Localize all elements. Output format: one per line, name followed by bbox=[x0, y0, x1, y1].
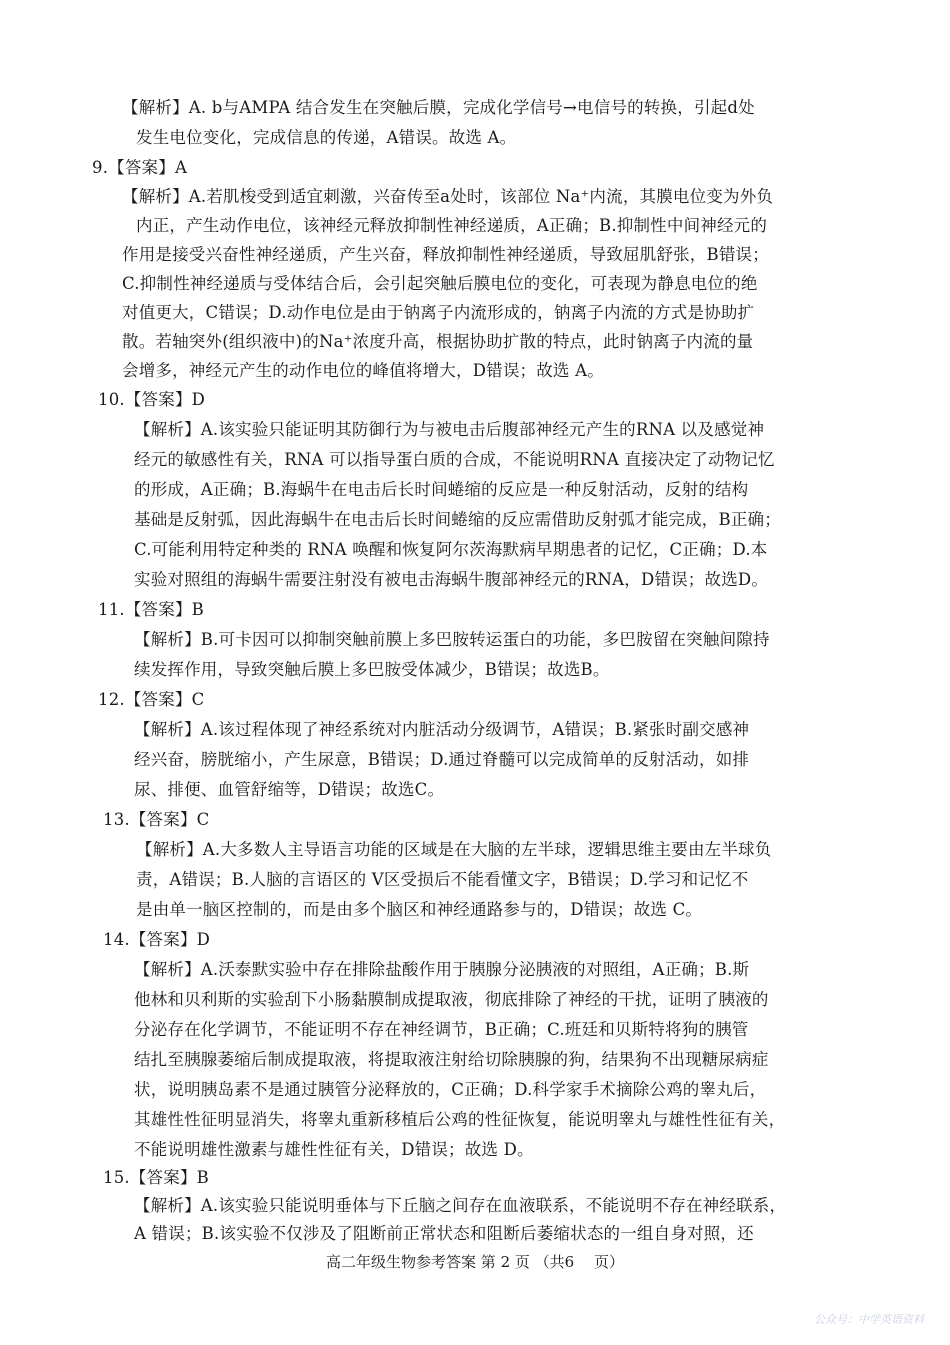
q10-answer: 10.【答案】D bbox=[98, 390, 206, 409]
q14-analysis-line-3: 分泌存在化学调节，不能证明不存在神经调节，B正确；C.班廷和贝斯特将狗的胰管 bbox=[134, 1020, 749, 1039]
q14-analysis-line-5: 状，说明胰岛素不是通过胰管分泌释放的，C正确；D.科学家手术摘除公鸡的睾丸后， bbox=[134, 1080, 767, 1099]
q14-analysis-line-1: 【解析】A.沃泰默实验中存在排除盐酸作用于胰腺分泌胰液的对照组，A正确；B.斯 bbox=[134, 960, 750, 979]
q9-analysis-line-4: C.抑制性神经递质与受体结合后，会引起突触后膜电位的变化，可表现为静息电位的绝 bbox=[122, 274, 758, 293]
q11-answer: 11.【答案】B bbox=[98, 600, 204, 619]
q9-analysis-line-6: 散。若轴突外(组织液中)的Na⁺浓度升高，根据协助扩散的特点，此时钠离子内流的量 bbox=[122, 332, 754, 351]
q14-analysis-line-7: 不能说明雄性激素与雄性性征有关，D错误；故选 D。 bbox=[134, 1140, 534, 1159]
q13-answer: 13.【答案】C bbox=[103, 810, 210, 829]
q9-analysis-line-3: 作用是接受兴奋性神经递质，产生兴奋，释放抑制性神经递质，导致屈肌舒张，B错误； bbox=[122, 245, 769, 264]
q10-analysis-line-2: 经元的敏感性有关，RNA 可以指导蛋白质的合成，不能说明RNA 直接决定了动物记忆 bbox=[134, 450, 775, 469]
q15-analysis-line-2: A 错误；B.该实验不仅涉及了阻断前正常状态和阻断后萎缩状态的一组自身对照，还 bbox=[134, 1224, 754, 1243]
q12-analysis-line-1: 【解析】A.该过程体现了神经系统对内脏活动分级调节，A错误；B.紧张时副交感神 bbox=[134, 720, 750, 739]
q9-analysis-line-5: 对值更大，C错误；D.动作电位是由于钠离子内流形成的，钠离子内流的方式是协助扩 bbox=[122, 303, 755, 322]
q10-analysis-line-1: 【解析】A.该实验只能证明其防御行为与被电击后腹部神经元产生的RNA 以及感觉神 bbox=[134, 420, 765, 439]
intro-analysis-line-1: 【解析】A. b与AMPA 结合发生在突触后膜，完成化学信号→电信号的转换，引起d处 bbox=[122, 98, 755, 117]
q11-analysis-line-1: 【解析】B.可卡因可以抑制突触前膜上多巴胺转运蛋白的功能，多巴胺留在突触间隙持 bbox=[134, 630, 770, 649]
q14-analysis-line-6: 其雄性性征明显消失，将睾丸重新移植后公鸡的性征恢复，能说明睾丸与雄性性征有关， bbox=[134, 1110, 786, 1129]
q15-answer: 15.【答案】B bbox=[103, 1168, 209, 1187]
q14-analysis-line-4: 结扎至胰腺萎缩后制成提取液，将提取液注射给切除胰腺的狗，结果狗不出现糖尿病症 bbox=[134, 1050, 769, 1069]
q11-analysis-line-2: 续发挥作用，导致突触后膜上多巴胺受体减少，B错误；故选B。 bbox=[134, 660, 610, 679]
q12-analysis-line-2: 经兴奋，膀胱缩小，产生尿意，B错误；D.通过脊髓可以完成简单的反射活动，如排 bbox=[134, 750, 750, 769]
q9-answer: 9.【答案】A bbox=[92, 158, 188, 177]
q13-analysis-line-3: 是由单一脑区控制的，而是由多个脑区和神经通路参与的，D错误；故选 C。 bbox=[136, 900, 703, 919]
q14-analysis-line-2: 他林和贝利斯的实验刮下小肠黏膜制成提取液，彻底排除了神经的干扰，证明了胰液的 bbox=[134, 990, 769, 1009]
q10-analysis-line-5: C.可能利用特定种类的 RNA 唤醒和恢复阿尔茨海默病早期患者的记忆，C正确；D.本 bbox=[134, 540, 768, 559]
q15-analysis-line-1: 【解析】A.该实验只能说明垂体与下丘脑之间存在血液联系，不能说明不存在神经联系， bbox=[134, 1196, 787, 1215]
q10-analysis-line-6: 实验对照组的海蜗牛需要注射没有被电击海蜗牛腹部神经元的RNA，D错误；故选D。 bbox=[134, 570, 769, 589]
q14-answer: 14.【答案】D bbox=[103, 930, 211, 949]
q9-analysis-line-7: 会增多，神经元产生的动作电位的峰值将增大，D错误；故选 A。 bbox=[122, 361, 604, 380]
q9-analysis-line-2: 内正，产生动作电位，该神经元释放抑制性神经递质，A正确；B.抑制性中间神经元的 bbox=[136, 216, 768, 235]
q13-analysis-line-2: 责，A错误；B.人脑的言语区的 V区受损后不能看懂文字，B错误；D.学习和记忆不 bbox=[136, 870, 749, 889]
q13-analysis-line-1: 【解析】A.大多数人主导语言功能的区域是在大脑的左半球，逻辑思维主要由左半球负 bbox=[136, 840, 772, 859]
q9-analysis-line-1: 【解析】A.若肌梭受到适宜刺激，兴奋传至a处时，该部位 Na⁺内流，其膜电位变为外负 bbox=[122, 187, 774, 206]
q12-analysis-line-3: 尿、排便、血管舒缩等，D错误；故选C。 bbox=[134, 780, 445, 799]
q12-answer: 12.【答案】C bbox=[98, 690, 205, 709]
intro-analysis-line-2: 发生电位变化，完成信息的传递，A错误。故选 A。 bbox=[136, 128, 517, 147]
q10-analysis-line-3: 的形成，A正确；B.海蜗牛在电击后长时间蜷缩的反应是一种反射活动，反射的结构 bbox=[134, 480, 749, 499]
watermark: 公众号：中学英语资料 bbox=[814, 1313, 924, 1326]
q10-analysis-line-4: 基础是反射弧，因此海蜗牛在电击后长时间蜷缩的反应需借助反射弧才能完成，B正确； bbox=[134, 510, 781, 529]
page-footer: 高二年级生物参考答案 第 2 页 （共6 页） bbox=[326, 1253, 624, 1271]
